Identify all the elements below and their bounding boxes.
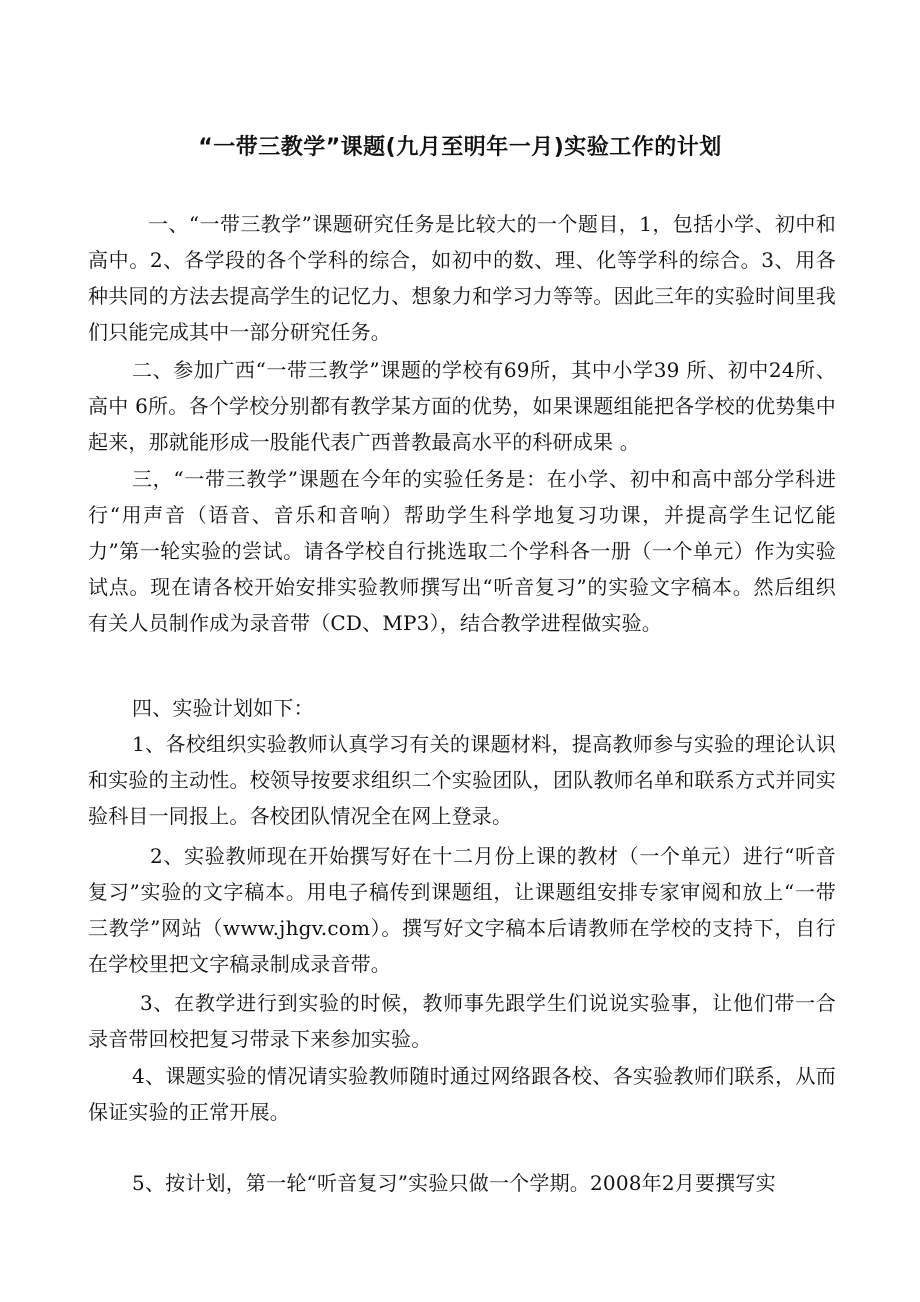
document-title: “一带三教学”课题(九月至明年一月)实验工作的计划 [198, 135, 722, 160]
paragraph-2: 二、参加广西“一带三教学”课题的学校有69所，其中小学39 所、初中24所、高中 6所。各个学校分别都有教学某方面的优势，如果课题组能把各学校的优势集中起来，那就能形成一股能代表广西普教最高水平的科研成果 。 [88, 358, 836, 454]
paragraph-9: 5、按计划，第一轮“听音复习”实验只做一个学期。2008年2月要撰写实 [132, 1171, 776, 1195]
paragraph-1: 一、“一带三教学”课题研究任务是比较大的一个题目，1，包括小学、初中和高中。2、各学段的各个学科的综合，如初中的数、理、化等学科的综合。3、用各种共同的方法去提高学生的记忆力、想象力和学习力等等。因此三年的实验时间里我们只能完成其中一部分研究任务。 [88, 212, 836, 344]
paragraph-6: 2、实验教师现在开始撰写好在十二月份上课的教材（一个单元）进行“听音复习”实验的文字稿本。用电子稿传到课题组，让课题组安排专家审阅和放上“一带三教学”网站（www.jhgv.com）。撰写好文字稿本后请教师在学校的支持下，自行在学校里把文字稿录制成录音带。 [88, 844, 836, 976]
paragraph-3: 三，“一带三教学”课题在今年的实验任务是：在小学、初中和高中部分学科进行“用声音（语音、音乐和音响）帮助学生科学地复习功课，并提高学生记忆能力”第一轮实验的尝试。请各学校自行挑选取二个学科各一册（一个单元）作为实验试点。现在请各校开始安排实验教师撰写出“听音复习”的实验文字稿本。然后组织有关人员制作成为录音带（CD、MP3），结合教学进程做实验。 [88, 467, 836, 635]
paragraph-7: 3、在教学进行到实验的时候，教师事先跟学生们说说实验事，让他们带一合录音带回校把复习带录下来参加实验。 [88, 991, 836, 1051]
paragraph-8: 4、课题实验的情况请实验教师随时通过网络跟各校、各实验教师们联系，从而保证实验的正常开展。 [88, 1064, 836, 1124]
paragraph-5: 1、各校组织实验教师认真学习有关的课题材料，提高教师参与实验的理论认识和实验的主动性。校领导按要求组织二个实验团队，团队教师名单和联系方式并同实验科目一同报上。各校团队情况全在网上登录。 [88, 732, 836, 828]
paragraph-4: 四、实验计划如下： [132, 696, 314, 720]
